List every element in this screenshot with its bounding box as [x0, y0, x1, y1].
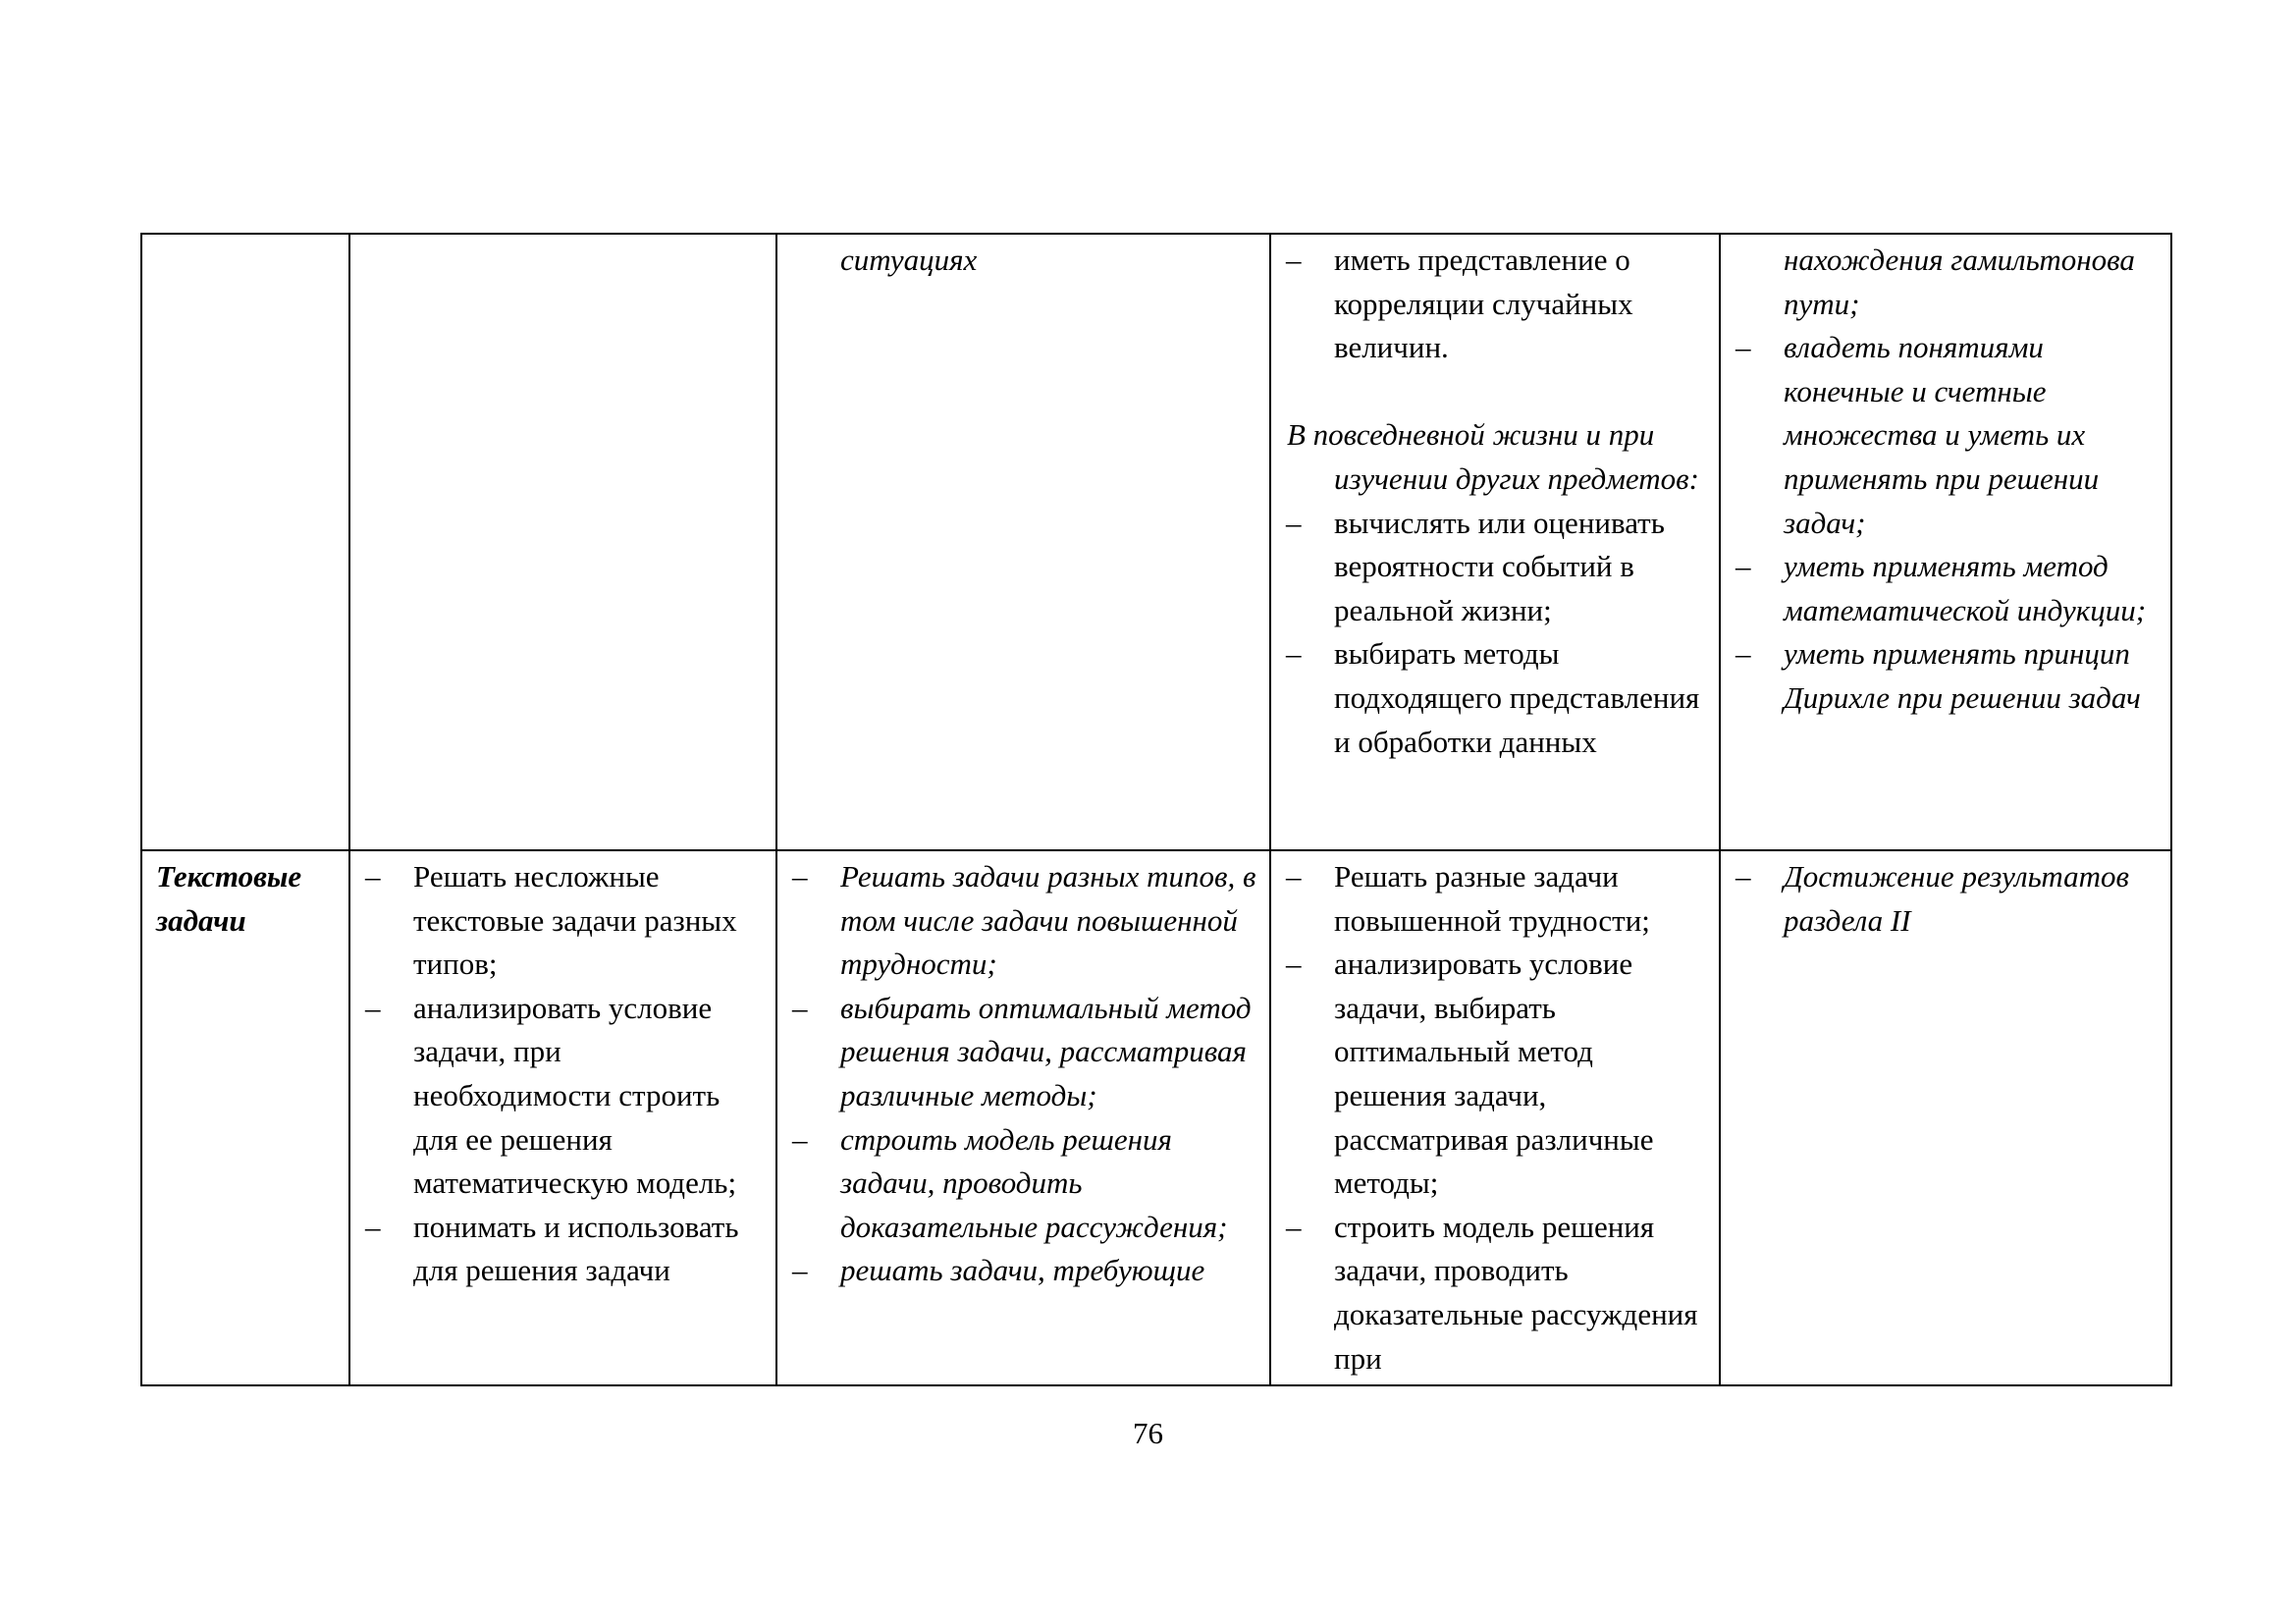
- table-cell-topic: [141, 850, 349, 1385]
- dash-bullet: –: [792, 859, 808, 893]
- list-item: [1271, 943, 1719, 1206]
- table-cell-basic-advanced: [776, 850, 1270, 1385]
- dash-bullet: –: [365, 859, 381, 893]
- requirement-list: [350, 855, 775, 1293]
- requirement-list: [1271, 239, 1719, 370]
- dash-bullet: –: [1735, 636, 1751, 672]
- table-cell-advanced: [1270, 234, 1720, 850]
- dash-bullet: –: [1735, 330, 1751, 365]
- list-item: [777, 1249, 1269, 1293]
- table-cell-topic: [141, 234, 349, 850]
- list-item-text: строить модель решения задачи, проводить доказательные рассуждения при: [1334, 1209, 1698, 1376]
- list-item-text: Решать задачи разных типов, в том числе задачи повышенной трудности;: [840, 859, 1256, 982]
- subheading: В повседневной жизни и при изучении других предметов:: [1287, 417, 1699, 496]
- table-cell-basic: [349, 234, 776, 850]
- list-item-text: владеть понятиями конечные и счетные множества и уметь их применять при решении задач;: [1784, 330, 2100, 540]
- requirement-list: [1271, 502, 1719, 765]
- list-item: [1271, 502, 1719, 633]
- page-number: 76: [1133, 1416, 1163, 1450]
- list-item: [777, 1118, 1269, 1250]
- requirement-list: [1721, 855, 2170, 943]
- cell-basic-empty: [350, 235, 775, 239]
- list-item: [350, 987, 775, 1206]
- requirement-list: [777, 855, 1269, 1293]
- dash-bullet: –: [1286, 636, 1302, 672]
- table-cell-basic: [349, 850, 776, 1385]
- continuation-text: нахождения гамильтонова пути;: [1784, 243, 2135, 321]
- list-item-text: иметь представление о корреляции случайных величин.: [1334, 243, 1633, 365]
- table-cell-basic-advanced: [776, 234, 1270, 850]
- list-item-text: вычислять или оценивать вероятности событий в реальной жизни;: [1334, 505, 1665, 627]
- list-item: [777, 987, 1269, 1118]
- list-item-text: Решать разные задачи повышенной трудности;: [1334, 859, 1650, 938]
- list-item-text: анализировать условие задачи, при необходимости строить для ее решения математическую модель;: [413, 990, 737, 1201]
- dash-bullet: –: [365, 1209, 381, 1244]
- list-item-text: Решать несложные текстовые задачи разных типов;: [413, 859, 737, 982]
- list-item-text: Достижение результатов раздела II: [1784, 859, 2129, 938]
- dash-bullet: –: [1286, 243, 1302, 277]
- dash-bullet: –: [1286, 505, 1302, 540]
- table-cell-deep: [1720, 234, 2171, 850]
- dash-bullet: –: [1735, 549, 1751, 584]
- continuation-text: ситуациях: [840, 243, 978, 277]
- dash-bullet: –: [792, 1121, 808, 1157]
- table-cell-advanced: [1270, 850, 1720, 1385]
- dash-bullet: –: [1286, 859, 1302, 893]
- list-item: [1271, 632, 1719, 764]
- table-row: [141, 234, 2171, 850]
- dash-bullet: –: [1286, 1209, 1302, 1244]
- list-item-text: анализировать условие задачи, выбирать оптимальный метод решения задачи, рассматривая различные методы;: [1334, 947, 1654, 1201]
- table-cell-deep: [1720, 850, 2171, 1385]
- standards-table: [140, 233, 2172, 1386]
- list-item: [1721, 545, 2170, 632]
- requirement-list: [1271, 855, 1719, 1380]
- list-item: [1721, 855, 2170, 943]
- list-item: [350, 855, 775, 987]
- list-item: [777, 855, 1269, 987]
- list-item: [1271, 239, 1719, 370]
- dash-bullet: –: [792, 990, 808, 1025]
- list-item: [1271, 1206, 1719, 1380]
- table-row: [141, 850, 2171, 1385]
- dash-bullet: –: [1286, 947, 1302, 982]
- dash-bullet: –: [365, 990, 381, 1025]
- list-item-text: выбирать методы подходящего представления и обработки данных: [1334, 636, 1700, 759]
- list-item: [1271, 855, 1719, 943]
- list-item: [350, 1206, 775, 1293]
- list-item-text: строить модель решения задачи, проводить доказательные рассуждения;: [840, 1121, 1228, 1244]
- dash-bullet: –: [1735, 859, 1751, 893]
- requirement-list: [1721, 326, 2170, 720]
- list-item-text: решать задачи, требующие: [840, 1253, 1205, 1288]
- list-item: [1721, 632, 2170, 720]
- list-item: [1721, 326, 2170, 545]
- row-topic: [142, 235, 348, 239]
- list-item-text: уметь применять принцип Дирихле при решении задач: [1784, 636, 2141, 715]
- row-topic: Текстовые задачи: [156, 859, 302, 938]
- list-item-text: выбирать оптимальный метод решения задачи, рассматривая различные методы;: [840, 990, 1252, 1112]
- dash-bullet: –: [792, 1253, 808, 1288]
- list-item-text: уметь применять метод математической индукции;: [1784, 549, 2147, 627]
- list-item-text: понимать и использовать для решения задачи: [413, 1209, 739, 1288]
